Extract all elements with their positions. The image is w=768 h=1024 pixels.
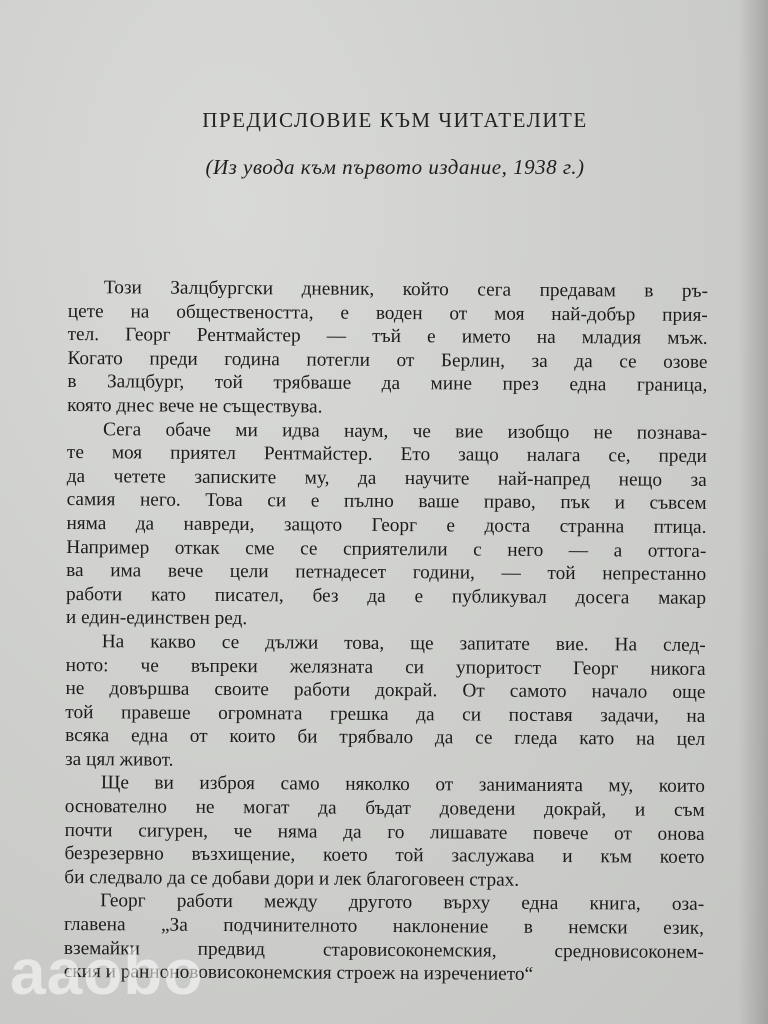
watermark-logo: aaobo: [10, 936, 204, 1008]
text-line: Когато преди година потегли от Берлин, за да се озове: [67, 347, 708, 373]
text-line: тел. Георг Рентмайстер — тъй е името на младия мъж.: [67, 324, 708, 350]
text-line: самия него. Това си е пълно ваше право, пък и съвсем: [66, 489, 707, 515]
text-line: която днес вече не съществува.: [67, 394, 323, 418]
text-line: ва има вече цели петнадесет години, — той непрестанно: [66, 560, 707, 586]
text-line: Например откак сме се сприятелили с него — а оттога-: [66, 536, 707, 562]
text-line: главена „За подчинителното наклонение в немски език,: [63, 914, 705, 939]
paragraph: [64, 771, 705, 893]
text-line: основателно не могат да бъдат доведени докрай, и съм: [64, 796, 705, 821]
text-line: всяка една от които би трябвало да се гледа като на цел: [65, 725, 706, 751]
text-line: би следвало да се добави дори и лек благоговеен страх.: [64, 866, 520, 891]
text-line: и един-единствен ред.: [65, 607, 248, 630]
paragraph: [66, 418, 707, 634]
text-line: не довършва своите работи докрай. От самото начало още: [65, 678, 706, 703]
page-title: ПРЕДИСЛОВИЕ КЪМ ЧИТАТЕЛИТЕ: [202, 108, 588, 132]
paragraph: [64, 889, 705, 987]
paragraph: [67, 276, 708, 421]
text-line: Георг работи между другото върху една книга, оза-: [100, 890, 705, 916]
text-line: Ще ви изброя само няколко от заниманията му, които: [100, 772, 705, 798]
text-line: ския и раннонововисоконемския строеж на изречението“: [63, 961, 534, 986]
text-line: почти сигурен, че няма да го лишавате повече от онова: [64, 819, 705, 845]
text-line: безрезервно възхищение, което той заслужава и към което: [64, 843, 705, 869]
text-line: за цял живот.: [64, 748, 174, 771]
text-line: да четете записките му, да научите най-напред нещо за: [66, 465, 707, 491]
text-line: работи като писател, без да е публикувал досега макар: [65, 583, 707, 609]
text-line: Този Залцбургски дневник, който сега предавам в ръ-: [103, 277, 708, 302]
text-line: Сега обаче ми идва наум, че вие изобщо не познава-: [103, 418, 708, 444]
text-line: те моя приятел Рентмайстер. Ето защо налага се, преди: [66, 442, 707, 468]
text-line: в Залцбург, той трябваше да мине през една граница,: [67, 371, 708, 397]
text-line: ното: че въпреки желязната си упоритост Георг никога: [65, 654, 706, 680]
text-line: той правеше огромната грешка да си поставя задачи, на: [65, 701, 706, 727]
text-line: На какво се дължи това, ще запитате вие. На след-: [101, 631, 706, 656]
body-text: [64, 276, 708, 988]
text-line: цете на обществеността, е воден от моя най-добър прия-: [67, 300, 708, 326]
paragraph: [65, 630, 706, 775]
page-subtitle: (Из увода към първото издание, 1938 г.): [205, 155, 585, 179]
text-line: вземайки предвид старовисоконемския, средновисоконем-: [63, 937, 704, 963]
text-line: няма да навреди, защото Георг е доста странна птица.: [66, 512, 707, 538]
